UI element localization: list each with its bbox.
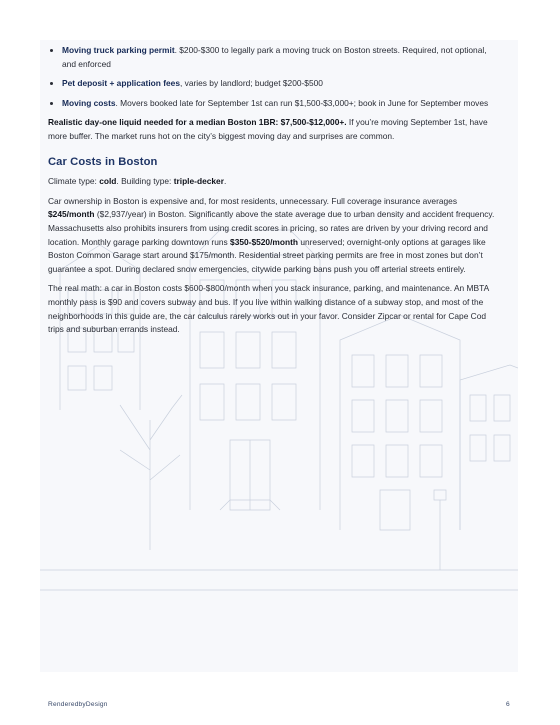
parking-highlight: $350-$520/month bbox=[230, 236, 298, 247]
list-item-heading: Pet deposit + application fees bbox=[62, 78, 180, 89]
climate-line bbox=[48, 175, 498, 189]
footer-brand: RenderedbyDesign bbox=[48, 701, 108, 708]
insurance-highlight: $245/month bbox=[48, 209, 95, 220]
paragraph-text: ($2,937/year) in Boston. Significantly above the state average due to urban density and accident frequency. Massachusetts also prohibits insurers from using credit scores in pricing, so rates are driven by your driving record and location. Monthly garage parking downtown runs bbox=[48, 209, 495, 247]
list-item-text: . Movers booked late for September 1st can run $1,500-$3,000+; book in June for September moves bbox=[115, 97, 489, 108]
paragraph-text: unreserved; overnight-only options at garages like Boston Common Garage start around $175/month. Residential street parking permits are free in most zones but don’t guarantee a spot. During declared snow emergencies, citywide parking bans push you off arterial streets entirely. bbox=[48, 236, 486, 274]
building-label: . Building type: bbox=[116, 176, 174, 187]
list-item-heading: Moving costs bbox=[62, 97, 116, 108]
real-math-paragraph: The real math: a car in Boston costs $600-$800/month when you stack insurance, parking, and maintenance. An MBTA monthly pass is $90 and covers subway and bus. If you live within walking distance of a subway stop, and most of the neighborhoods in this guide are, the car calculus rarely works out in your favor. Consider Zipcar or rental for Cape Cod trips and suburban errands instead. bbox=[48, 283, 489, 335]
climate-label: Climate type: bbox=[48, 176, 100, 187]
list-item-heading: Moving truck parking permit bbox=[62, 45, 175, 55]
paragraph-text: Car ownership in Boston is expensive and, for most residents, unnecessary. Full coverage insurance averages bbox=[48, 195, 458, 206]
upfront-costs-list bbox=[48, 44, 498, 110]
building-value: triple-decker bbox=[173, 176, 224, 187]
liquid-needed-paragraph bbox=[48, 116, 498, 143]
list-item bbox=[62, 77, 498, 91]
list-item bbox=[62, 97, 498, 111]
list-item bbox=[62, 44, 498, 71]
liquid-needed-text: If you’re moving September 1st, have more buffer. The market runs hot on the city’s biggest moving day and surprises are common. bbox=[48, 117, 488, 141]
climate-period: . bbox=[223, 176, 227, 187]
page-content bbox=[48, 44, 498, 343]
list-item-text: , varies by landlord; budget $200-$500 bbox=[179, 78, 323, 89]
car-ownership-paragraph bbox=[48, 195, 498, 277]
section-title: Car Costs in Boston bbox=[48, 155, 158, 168]
list-item-text: . $200-$300 to legally park a moving truck on Boston streets. Required, not optional, and enforced bbox=[62, 45, 487, 69]
liquid-needed-highlight: Realistic day-one liquid needed for a median Boston 1BR: $7,500-$12,000+. bbox=[48, 117, 347, 128]
climate-value: cold bbox=[99, 176, 117, 187]
page-number: 6 bbox=[506, 701, 510, 708]
